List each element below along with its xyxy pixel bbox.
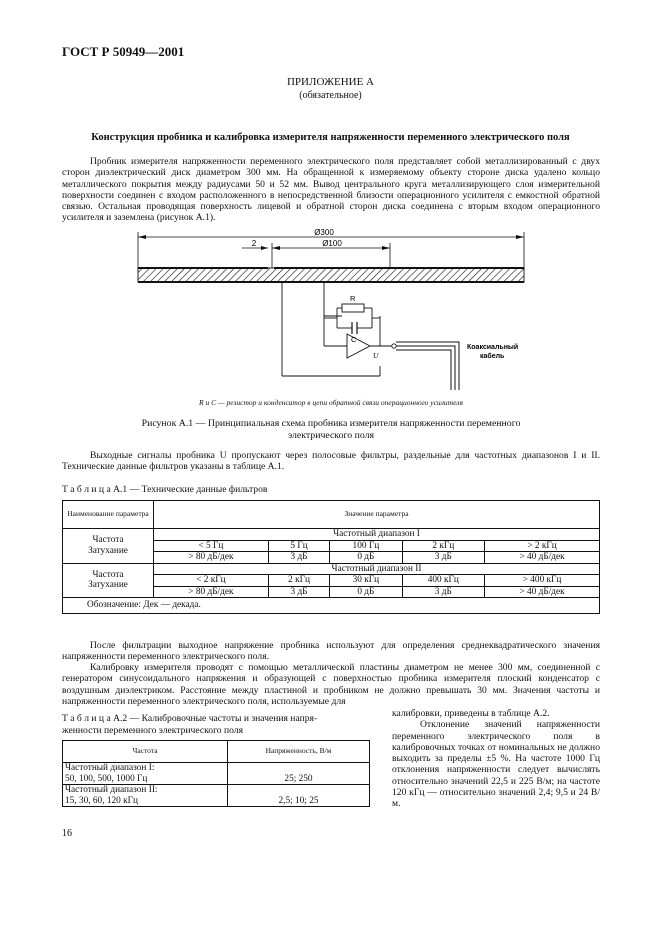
cell: 0 дБ: [330, 586, 402, 598]
cell: > 40 дБ/дек: [485, 552, 600, 564]
cell: 25; 250: [228, 763, 370, 785]
cell: 3 дБ: [402, 552, 485, 564]
para4-text: Калибровку измерителя проводят с помощью металлической пластины диаметром не менее 300 мм, соединенной с генератором синусоидального напряжения и образующей с поверхностью пробника измерителя плоский конденсатор с воздушным диэлектриком. Расстояние между пластиной и пробником не должно превышать 30 мм. Значения частоты и напряженности переменного электрического поля, используемые для: [62, 662, 600, 707]
paragraph-calibration: [62, 662, 600, 707]
cell: 100 Гц: [330, 540, 402, 552]
r-label: R: [350, 294, 356, 303]
para2-text: Выходные сигналы пробника U пропускают через полосовые фильтры, раздельные для частотных диапазонов I и II. Технические данные фильтров указаны в таблице А.1.: [62, 450, 600, 473]
cell: 2 кГц: [268, 575, 329, 587]
figure-caption-2: электрического поля: [288, 430, 374, 441]
cell: [63, 785, 228, 807]
cell-line: Частотный диапазон II:: [65, 785, 158, 795]
cell: < 5 Гц: [154, 540, 269, 552]
table1-rowlabels-1: [63, 529, 154, 564]
table-filters: [62, 500, 600, 614]
cell: 30 кГц: [330, 575, 402, 587]
cell: 2,5; 10; 25: [228, 785, 370, 807]
band1-header: Частотный диапазон I: [154, 529, 600, 541]
para1-text: Пробник измерителя напряженности переменного электрического поля представляет собой металлизированный с двух сторон диэлектрический диск диаметром 300 мм. На обращенной к измеряемому объекту стороне диска удалено кольцо металлического покрытия между радиусами 50 и 52 мм. Вывод центрального круга металлизирующего слоя измерительной поверхности соединен с входом расположенного в непосредственной близости операционного усилителя с емкостной обратной связью. Остальная проводящая поверхность лицевой и обратной сторон диска соединена с вторым входом операционного усилителя и заземлена (рисунок А.1).: [62, 156, 600, 224]
page-number: 16: [62, 828, 72, 839]
para4-end-text: калибровки, приведены в таблице А.2.: [392, 708, 550, 719]
paragraph-filtering: [62, 640, 600, 663]
document-header: ГОСТ Р 50949—2001: [62, 44, 185, 59]
u-label: U: [373, 351, 379, 360]
paragraph-filters: [62, 450, 600, 473]
row-label-frequency: Частота: [92, 535, 124, 546]
para3-text: После фильтрации выходное напряжение пробника используют для определения среднеквадратического значения напряженности переменного электрического поля.: [62, 640, 600, 663]
cell: 5 Гц: [268, 540, 329, 552]
dim-outer-label: Ø300: [314, 228, 334, 237]
cell: > 40 дБ/дек: [485, 586, 600, 598]
table1-header-name: Наименование параметра: [63, 501, 154, 529]
cell: 3 дБ: [268, 586, 329, 598]
c-label: C: [351, 335, 357, 344]
section-title: Конструкция пробника и калибровка измерителя напряженности переменного электрического поля: [91, 132, 570, 143]
coax-cable: [396, 346, 455, 390]
table1-caption: Т а б л и ц а А.1 — Технические данные фильтров: [62, 484, 268, 495]
cell: 2 кГц: [402, 540, 485, 552]
side-text: Отклонение значений напряженности переменного электрического поля в калибровочных точках от номинальных не должно выходить за пределы ±5 %. На частоте 1000 Гц отклонения напряженности следует вычислять относительно значений 22,5 и 225 В/м; на частоте 120 кГц — относительно значений 2,4; 9,5 и 24 В/м.: [392, 719, 600, 810]
table2-caption-1: Т а б л и ц а А.2 — Калибровочные частоты и значения напря-: [62, 713, 318, 724]
gap-label: 2: [251, 239, 257, 248]
table1-note: Обозначение: Дек — декада.: [63, 598, 600, 614]
dielectric-disc: [138, 268, 524, 282]
cell: 3 дБ: [268, 552, 329, 564]
cell: > 2 кГц: [485, 540, 600, 552]
table-calibration: [62, 740, 370, 807]
cell-line: 15, 30, 60, 120 кГц: [65, 795, 138, 806]
table-row: [63, 785, 370, 807]
row-label-attenuation: Затухание: [88, 545, 128, 556]
row-label-attenuation: Затухание: [88, 580, 128, 591]
cell: > 80 дБ/дек: [154, 586, 269, 598]
dim-inner-label: Ø100: [322, 239, 342, 248]
cell: < 2 кГц: [154, 575, 269, 587]
cell: 0 дБ: [330, 552, 402, 564]
table-row: [63, 763, 370, 785]
cell: > 400 кГц: [485, 575, 600, 587]
paragraph-calibration-end: [392, 708, 600, 810]
appendix-status: (обязательное): [299, 90, 362, 101]
cell-line: 50, 100, 500, 1000 Гц: [65, 773, 148, 784]
band2-header: Частотный диапазон II: [154, 563, 600, 575]
row-label-frequency: Частота: [92, 569, 124, 580]
figure-legend: R и C — резистор и конденсатор в цепи обратной связи операционного усилителя: [198, 398, 463, 407]
cell: 3 дБ: [402, 586, 485, 598]
figure-caption-1: Рисунок А.1 — Принципиальная схема пробника измерителя напряженности переменного: [141, 418, 521, 429]
table1-header-value: Значение параметра: [154, 501, 600, 529]
table2-header-strength: Напряженность, В/м: [228, 741, 370, 763]
table2-caption-2: женности переменного электрического поля: [62, 725, 243, 736]
cell: > 80 дБ/дек: [154, 552, 269, 564]
cable-label-1: Коаксиальный: [467, 344, 519, 351]
probe-schematic: [62, 228, 600, 408]
cell-line: Частотный диапазон I:: [65, 763, 155, 773]
appendix-name: ПРИЛОЖЕНИЕ А: [286, 76, 374, 88]
cell: 400 кГц: [402, 575, 485, 587]
cable-label-2: кабель: [480, 353, 505, 360]
table2-header-frequency: Частота: [63, 741, 228, 763]
resistor: [342, 304, 364, 312]
cell: [63, 763, 228, 785]
paragraph-probe-description: [62, 156, 600, 224]
table1-rowlabels-2: [63, 563, 154, 598]
